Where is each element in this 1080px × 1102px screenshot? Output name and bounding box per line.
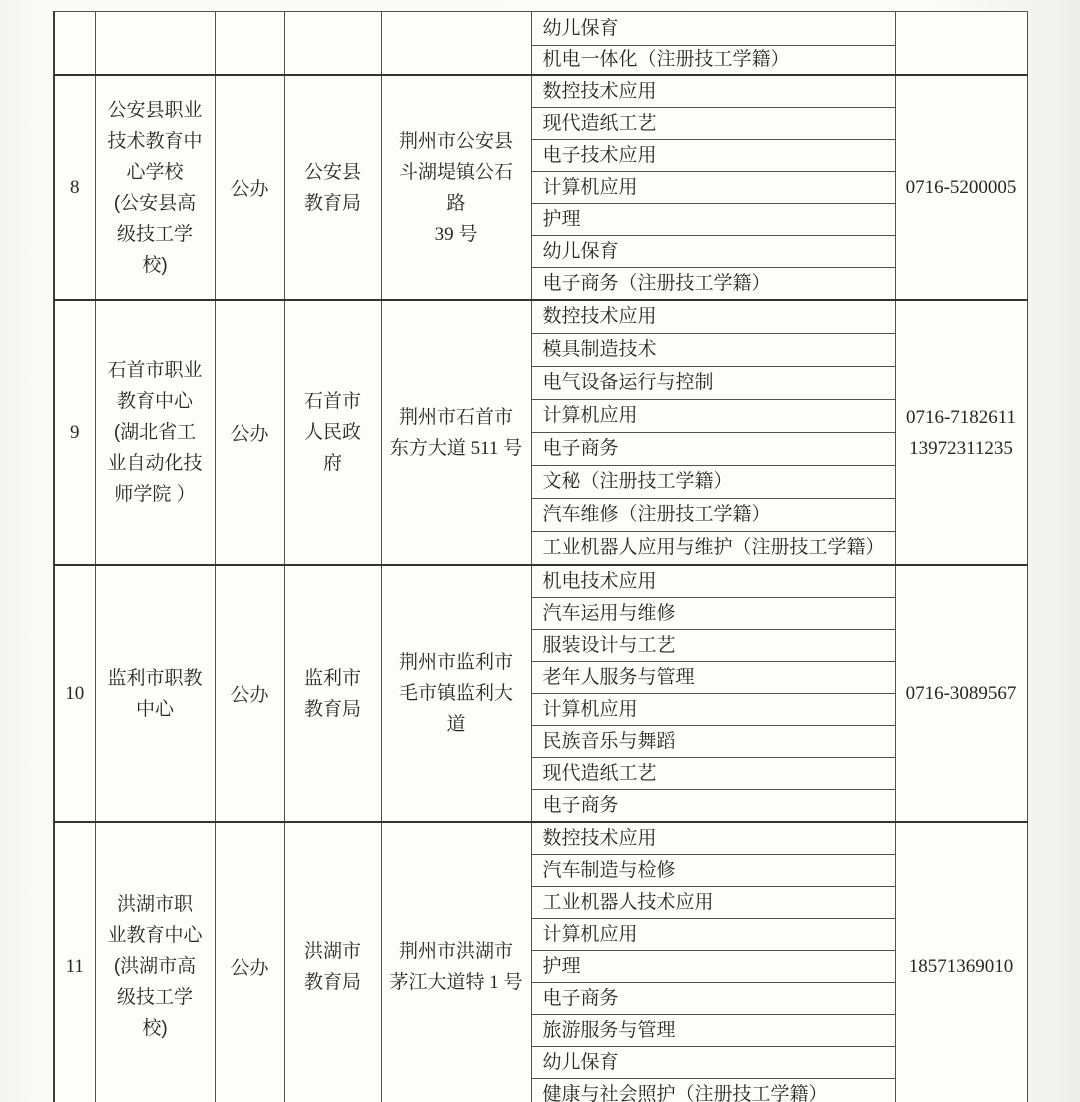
major-cell: 汽车制造与检修 [531,855,895,887]
address-cell: 荆州市石首市 东方大道 511 号 [381,300,531,565]
major-cell: 数控技术应用 [531,822,895,855]
major-cell: 幼儿保育 [531,1047,895,1079]
major-cell: 汽车运用与维修 [531,598,895,630]
school-type-cell [215,12,284,76]
school-type-cell: 公办 [215,565,284,822]
row-number-cell: 8 [54,75,95,300]
phone-cell [895,300,1027,565]
address-cell [381,12,531,76]
major-cell: 护理 [531,204,895,236]
address-cell: 荆州市监利市 毛市镇监利大 道 [381,565,531,822]
address-cell: 荆州市公安县 斗湖堤镇公石 路 39 号 [381,75,531,300]
school-name-cell: 监利市职教 中心 [95,565,215,822]
major-cell: 电气设备运行与控制 [531,367,895,400]
phone-line: 13972311235 [909,437,1013,459]
phone-cell [895,12,1027,76]
major-cell: 工业机器人技术应用 [531,887,895,919]
major-cell: 计算机应用 [531,172,895,204]
major-cell: 数控技术应用 [531,75,895,108]
table-row-11 [54,822,1027,855]
major-cell: 电子商务 [531,433,895,466]
row-number-cell: 11 [54,822,95,1102]
major-cell: 电子商务 [531,790,895,823]
school-name-cell [95,12,215,76]
major-cell: 计算机应用 [531,694,895,726]
major-cell: 机电一体化（注册技工学籍） [531,46,895,76]
major-cell: 机电技术应用 [531,565,895,598]
major-cell: 服装设计与工艺 [531,630,895,662]
phone-line: 0716-7182611 [905,406,1017,428]
major-cell: 模具制造技术 [531,334,895,367]
major-cell: 工业机器人应用与维护（注册技工学籍） [531,532,895,566]
phone-line: 0716-5200005 [905,177,1017,198]
major-cell: 民族音乐与舞蹈 [531,726,895,758]
row-number-cell: 9 [54,300,95,565]
authority-cell [284,12,381,76]
authority-cell: 洪湖市 教育局 [284,822,381,1102]
major-cell: 老年人服务与管理 [531,662,895,694]
major-cell: 幼儿保育 [531,236,895,268]
major-cell: 汽车维修（注册技工学籍） [531,499,895,532]
phone-line: 18571369010 [908,956,1014,977]
major-cell: 旅游服务与管理 [531,1015,895,1047]
major-cell: 电子技术应用 [531,140,895,172]
major-cell: 电子商务（注册技工学籍） [531,268,895,301]
row-number-cell: 10 [54,565,95,822]
school-type-cell: 公办 [215,300,284,565]
table-row-partial [54,12,1027,46]
major-cell: 计算机应用 [531,400,895,433]
table-row-10 [54,565,1027,598]
row-number-cell [54,12,95,76]
major-cell: 幼儿保育 [531,12,895,46]
school-type-cell: 公办 [215,822,284,1102]
address-cell: 荆州市洪湖市 茅江大道特 1 号 [381,822,531,1102]
table-row-8 [54,75,1027,108]
table-row-9 [54,300,1027,334]
authority-cell: 监利市 教育局 [284,565,381,822]
school-table [53,11,1028,1102]
major-cell: 健康与社会照护（注册技工学籍） [531,1079,895,1102]
phone-line: 0716-3089567 [905,683,1017,704]
phone-cell [895,822,1027,1102]
major-cell: 电子商务 [531,983,895,1015]
school-name-cell: 石首市职业 教育中心 (湖北省工 业自动化技 师学院 ） [95,300,215,565]
authority-cell: 公安县 教育局 [284,75,381,300]
school-type-cell: 公办 [215,75,284,300]
major-cell: 现代造纸工艺 [531,758,895,790]
phone-cell [895,565,1027,822]
major-cell: 文秘（注册技工学籍） [531,466,895,499]
major-cell: 数控技术应用 [531,300,895,334]
school-name-cell: 洪湖市职 业教育中心 (洪湖市高 级技工学 校) [95,822,215,1102]
major-cell: 现代造纸工艺 [531,108,895,140]
school-name-cell: 公安县职业 技术教育中 心学校 (公安县高 级技工学 校) [95,75,215,300]
phone-cell [895,75,1027,300]
major-cell: 护理 [531,951,895,983]
authority-cell: 石首市 人民政 府 [284,300,381,565]
major-cell: 计算机应用 [531,919,895,951]
